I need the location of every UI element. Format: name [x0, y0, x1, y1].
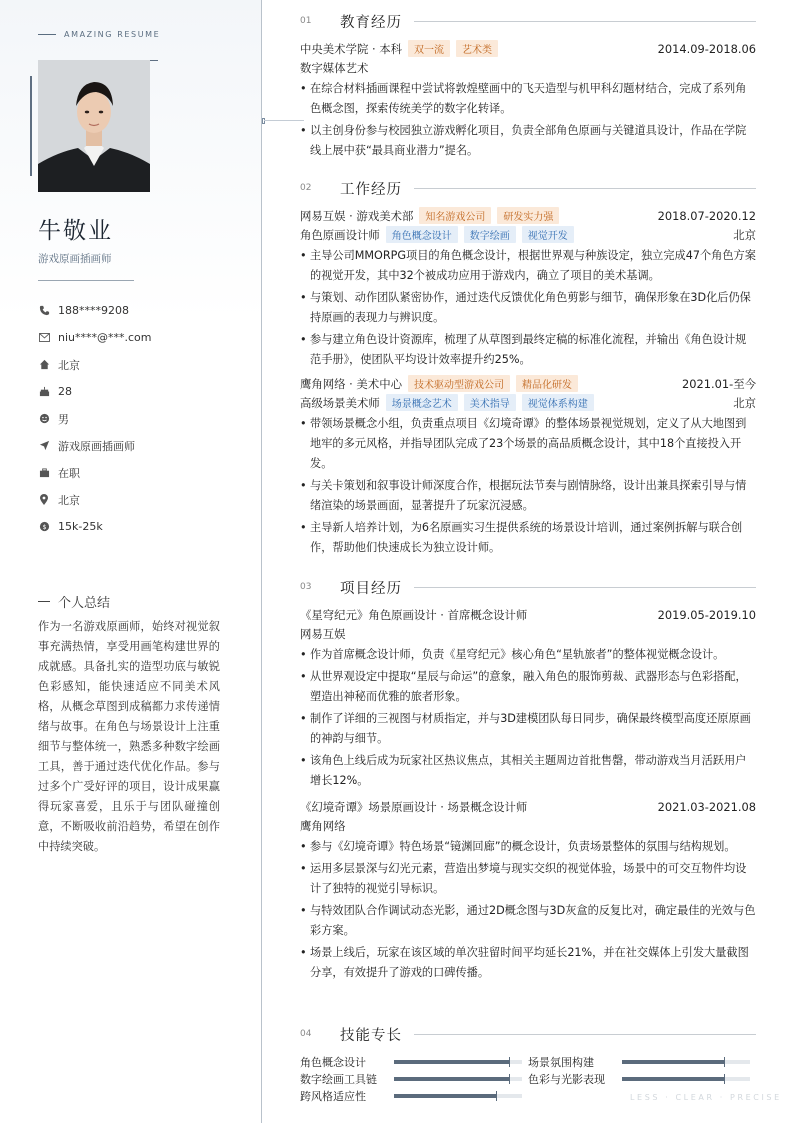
section-rule	[414, 21, 756, 22]
sidebar	[0, 0, 262, 1123]
section-number: 01	[300, 16, 312, 26]
info-status	[38, 459, 152, 486]
bullet-item: • 参与建立角色设计资源库，梳理了从草图到最终定稿的标准化流程，并输出《角色设计规范手册》，使团队平均设计效率提升约25%。	[300, 330, 756, 370]
school-name: 中央美术学院 · 本科	[300, 41, 402, 56]
skill-bar-fill	[622, 1077, 724, 1081]
work-date: 2018.07-2020.12	[657, 208, 756, 223]
skill-item	[528, 1071, 756, 1087]
skill-item	[528, 1054, 756, 1070]
section-projects-header	[300, 577, 756, 597]
work-city: 北京	[733, 227, 756, 242]
bullet-item: • 主导新人培养计划，为6名原画实习生提供系统的场景设计培训，通过案例拆解与联合创作，帮助他们快速成长为独立设计师。	[300, 518, 756, 558]
info-phone	[38, 297, 152, 324]
bullet-item: • 从世界观设定中提取“星辰与命运”的意象，融入角色的服饰剪裁、武器形态与色彩搭配，塑造出神秘而优雅的旅者形象。	[300, 667, 756, 707]
section-rule	[414, 188, 756, 189]
skill-bar-knob	[724, 1074, 725, 1084]
svg-text:$: $	[41, 522, 47, 531]
bullet-item: • 作为首席概念设计师，负责《星穹纪元》核心角色“星轨旅者”的整体视觉概念设计。	[300, 645, 756, 665]
project-date: 2021.03-2021.08	[657, 799, 756, 814]
position-tag: 视觉开发	[522, 226, 574, 243]
company-tag: 知名游戏公司	[419, 207, 491, 224]
bullet-item: • 与特效团队合作调试动态光影，通过2D概念图与3D灰盒的反复比对，确定最佳的光效与色彩方案。	[300, 901, 756, 941]
skill-item	[300, 1054, 528, 1070]
skill-bar	[622, 1060, 750, 1064]
section-rule	[414, 587, 756, 588]
position-row	[300, 225, 756, 244]
skill-row	[300, 1053, 756, 1070]
home-icon	[38, 359, 50, 371]
info-home	[38, 351, 152, 378]
section-rule	[414, 1034, 756, 1035]
skill-bar-fill	[394, 1094, 496, 1098]
position-tag: 场景概念艺术	[386, 394, 458, 411]
avatar	[38, 60, 150, 192]
company-tag: 技术驱动型游戏公司	[408, 375, 510, 392]
briefcase-icon	[38, 467, 50, 479]
bullet-item: • 主导公司MMORPG项目的角色概念设计，根据世界观与种族设定，独立完成47个角色方案的视觉开发，其中32个被成功应用于游戏内，确立了项目的美术基调。	[300, 246, 756, 286]
bullet-item: • 带领场景概念小组，负责重点项目《幻境奇谭》的整体场景视觉规划，定义了从大地图到地牢的多元风格，并指导团队完成了23个场景的高品质概念设计，其中18个直接投入开发。	[300, 414, 756, 474]
photo-accent	[30, 76, 32, 176]
section-title: 工作经历	[340, 181, 402, 198]
project-bullets	[300, 837, 756, 983]
skill-label: 跨风格适应性	[300, 1089, 366, 1103]
project-row	[300, 605, 756, 624]
phone-icon	[38, 305, 50, 317]
education-row	[300, 39, 756, 58]
sidebar-tick-marker	[262, 118, 265, 124]
company-row	[300, 374, 756, 393]
bullet-item: • 以主创身份参与校园独立游戏孵化项目，负责全部角色原画与关键道具设计，作品在学院线上展中获“最具商业潜力”提名。	[300, 121, 756, 161]
coin-icon	[38, 521, 50, 533]
skill-bar-knob	[509, 1057, 510, 1067]
skill-bar	[622, 1077, 750, 1081]
skill-bar-fill	[394, 1060, 509, 1064]
info-salary	[38, 513, 152, 540]
section-number: 03	[300, 582, 312, 592]
company-name: 网易互娱 · 游戏美术部	[300, 208, 414, 223]
section-education-header	[300, 11, 756, 31]
bullet-item: • 参与《幻境奇谭》特色场景“镜渊回廊”的概念设计，负责场景整体的氛围与结构规划。	[300, 837, 756, 857]
info-location-text: 北京	[58, 493, 80, 507]
tick-line	[264, 120, 304, 121]
info-email	[38, 324, 152, 351]
project-name: 《幻境奇谭》场景原画设计 · 场景概念设计师	[300, 799, 528, 814]
bullet-item: • 制作了详细的三视图与材质指定，并与3D建模团队每日同步，确保最终模型高度还原原画的神韵与细节。	[300, 709, 756, 749]
section-title: 项目经历	[340, 580, 402, 597]
company-tag: 研发实力强	[497, 207, 559, 224]
education-item	[300, 39, 756, 163]
position-row	[300, 393, 756, 412]
gender-icon	[38, 413, 50, 425]
skill-row	[300, 1070, 756, 1087]
skill-bar-knob	[496, 1091, 497, 1101]
skill-label: 角色概念设计	[300, 1055, 366, 1069]
sidebar-divider	[38, 280, 134, 281]
info-gender-text: 男	[58, 412, 69, 426]
company-tag: 精品化研发	[516, 375, 578, 392]
project-row	[300, 797, 756, 816]
skill-bar	[394, 1094, 522, 1098]
info-home-text: 北京	[58, 358, 80, 372]
skill-bar-knob	[509, 1074, 510, 1084]
project-item	[300, 797, 756, 985]
position-name: 高级场景美术师	[300, 395, 380, 410]
education-date: 2014.09-2018.06	[657, 41, 756, 56]
major: 数字媒体艺术	[300, 60, 369, 75]
info-location	[38, 486, 152, 513]
info-job	[38, 432, 152, 459]
work-item	[300, 374, 756, 560]
skill-item	[300, 1071, 528, 1087]
bullet-item: • 场景上线后，玩家在该区域的单次驻留时间平均延长21%，并在社交媒体上引发大量截图分享，有效提升了游戏的口碑传播。	[300, 943, 756, 983]
person-name: 牛敬业	[38, 218, 113, 244]
info-phone-text: 188****9208	[58, 304, 129, 317]
bullet-item: • 运用多层景深与幻光元素，营造出梦境与现实交织的视觉体验，场景中的可交互物件均设计了独特的视觉引导标识。	[300, 859, 756, 899]
bullet-item: • 在综合材料插画课程中尝试将敦煌壁画中的飞天造型与机甲科幻题材结合，完成了系列角色概念图，探索传统美学的数字化转译。	[300, 79, 756, 119]
cake-icon	[38, 386, 50, 398]
person-role: 游戏原画插画师	[38, 253, 112, 265]
work-date: 2021.01-至今	[682, 376, 756, 391]
bullet-item: • 该角色上线后成为玩家社区热议焦点，其相关主题周边首批售罄，带动游戏当月活跃用户增长12%。	[300, 751, 756, 791]
watermark: LESS · CLEAR · PRECISE	[630, 1093, 782, 1102]
work-item	[300, 206, 756, 372]
info-status-text: 在职	[58, 466, 80, 480]
section-number: 04	[300, 1029, 312, 1039]
skill-bar	[394, 1060, 522, 1064]
avatar-photo	[38, 60, 150, 192]
summary-heading	[38, 592, 110, 611]
info-age	[38, 378, 152, 405]
skill-item	[300, 1088, 530, 1104]
project-name: 《星穹纪元》角色原画设计 · 首席概念设计师	[300, 607, 528, 622]
position-tag: 美术指导	[464, 394, 516, 411]
photo-wrapper	[38, 60, 150, 192]
section-title: 技能专长	[340, 1027, 402, 1044]
summary-text: 作为一名游戏原画师，始终对视觉叙事充满热情，享受用画笔构建世界的成就感。具备扎实的造型功底与敏锐色彩感知，能快速适应不同美术风格，从概念草图到成稿都力求传递情绪与故事。在角色与场景设计上注重细节与整体统一，熟悉多种数字绘画工具，善于通过迭代优化作品。参与过多个广受好评的项目，设计成果赢得玩家喜爱，且乐于与团队碰撞创意，不断吸收前沿趋势，希望在创作中持续突破。	[38, 620, 220, 853]
info-job-text: 游戏原画插画师	[58, 439, 135, 453]
summary-heading-text: 个人总结	[58, 596, 111, 611]
send-icon	[38, 440, 50, 452]
skill-label: 数字绘画工具链	[300, 1072, 377, 1086]
project-org: 网易互娱	[300, 626, 346, 641]
school-tag: 双一流	[408, 40, 450, 57]
project-date: 2019.05-2019.10	[657, 607, 756, 622]
skill-bar-fill	[394, 1077, 509, 1081]
section-number: 02	[300, 183, 312, 193]
work-city: 北京	[733, 395, 756, 410]
info-email-text: niu****@***.com	[58, 331, 152, 344]
mail-icon	[38, 332, 50, 344]
position-tag: 视觉体系构建	[522, 394, 594, 411]
bullet-item: • 与关卡策划和叙事设计师深度合作，根据玩法节奏与剧情脉络，设计出兼具探索引导与情绪渲染的场景画面，显著提升了玩家沉浸感。	[300, 476, 756, 516]
project-org: 鹰角网络	[300, 818, 346, 833]
skill-bar-fill	[622, 1060, 724, 1064]
section-title: 教育经历	[340, 14, 402, 31]
contact-info	[38, 297, 152, 540]
company-name: 鹰角网络 · 美术中心	[300, 376, 402, 391]
position-name: 角色原画设计师	[300, 227, 380, 242]
school-tag: 艺术类	[456, 40, 498, 57]
brand-label: AMAZING RESUME	[64, 30, 161, 39]
skill-label: 场景氛围构建	[528, 1055, 594, 1069]
info-gender	[38, 405, 152, 432]
section-skills-header	[300, 1024, 756, 1044]
project-item	[300, 605, 756, 793]
project-org-row	[300, 624, 756, 643]
skill-label: 色彩与光影表现	[528, 1072, 605, 1086]
brand	[38, 30, 160, 39]
position-tag: 数字绘画	[464, 226, 516, 243]
company-row	[300, 206, 756, 225]
skill-bar-knob	[724, 1057, 725, 1067]
brand-line	[38, 34, 56, 35]
education-bullets	[300, 79, 756, 161]
work-bullets	[300, 246, 756, 370]
project-bullets	[300, 645, 756, 791]
section-work-header	[300, 178, 756, 198]
position-tag: 角色概念设计	[386, 226, 458, 243]
major-row	[300, 58, 756, 77]
work-bullets	[300, 414, 756, 558]
info-salary-text: 15k-25k	[58, 520, 103, 533]
info-age-text: 28	[58, 385, 72, 398]
project-org-row	[300, 816, 756, 835]
bullet-item: • 与策划、动作团队紧密协作，通过迭代反馈优化角色剪影与细节，确保形象在3D化后仍保持原画的表现力与辨识度。	[300, 288, 756, 328]
location-pin-icon	[38, 494, 50, 506]
skill-bar	[394, 1077, 522, 1081]
summary-heading-line	[38, 601, 50, 602]
